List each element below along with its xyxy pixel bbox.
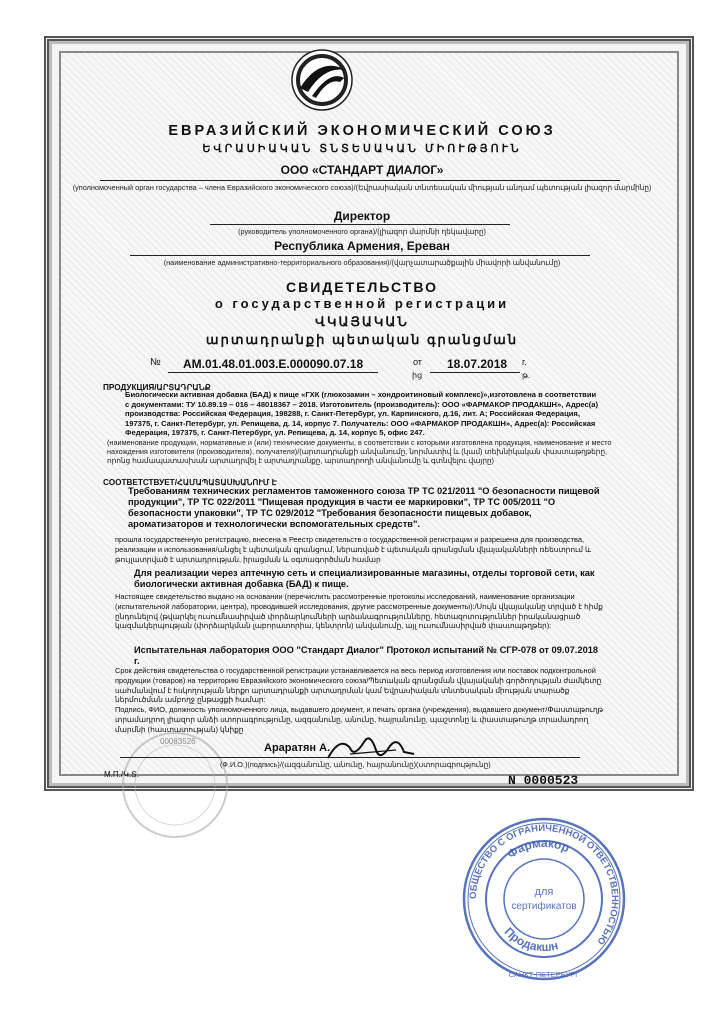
registration-text: прошла государственную регистрацию, внесена в Реестр свидетельств о государственной регистрации и разрешена для производства, реализации и использования/անցել է պետական գրանցում, ներառված է պետական գրանցման վկայականների ռեեստրում և թույլատրված է արտադրության, իրացման և օգտագործման համար <box>115 535 591 564</box>
signature-line <box>120 757 580 758</box>
signature-instructions: Подпись, ФИО, должность уполномоченного лица, выдавшего документ, и печать органа (учреждения), выдавшего документ/Փաստաթուղթ տրամադրող լիազոր անձի ստորագրությունը, ազգանունը, անունը, հայրանունը, պաշտոնը և փաստաթուղթ տրամադրող մարմնի (հաստատության) կնիքը <box>115 705 604 734</box>
validity-text: Срок действия свидетельства о государственной регистрации устанавливается на весь период изготовления или поставок подконтрольной продукции (товаров) на территорию Евразийского экономического союза/Պետական գրանցման վկայականի գործողության ժամկետը սահմանվում է հսկողության ներքո արտադրանքի արտադրման կամ Եվրասիական տնտեսական միության տարածք ներմուծման ամբողջ ընթացքի համար: <box>115 666 602 705</box>
year-label: г. <box>522 357 527 367</box>
certificate-subtitle: о государственной регистрации <box>214 296 510 311</box>
certificate-title: СВИДЕТЕЛЬСТВО <box>286 279 438 295</box>
usage-text: Для реализации через аптечную сеть и специализированные магазины, отделы торговой сети, как биологически активная добавка (БАД) к пище. <box>134 568 595 589</box>
seal-city: САНКТ-ПЕТЕРБУРГ <box>508 970 580 979</box>
authority-line <box>100 180 620 181</box>
faded-seal-icon <box>120 730 230 840</box>
certificate-subtitle-am: արտադրանքի պետական գրանցման <box>205 332 519 347</box>
number-label: № <box>150 357 161 368</box>
union-title-am: ԵՎՐԱՍԻԱԿԱՆ ՏՆՏԵՍԱԿԱՆ ՄԻՈՒԹՅՈՒՆ <box>202 143 522 155</box>
basis-value: Испытательная лаборатория ООО "Стандарт Диалог" Протокол испытаний № СГР-078 от 09.07.2018 г. <box>134 645 599 666</box>
seal-center-2: сертификатов <box>511 901 577 912</box>
number-line <box>168 372 378 373</box>
product-label: ПРОДУКЦИЯ/ԱՐՏԱԴՐԱՆՔ <box>103 383 211 392</box>
signature-caption: (Ф.И.О.)(подпись)/(ազգանունը, անունը, հայրանունը)(ստորագրությունը) <box>220 760 491 769</box>
year-label-am: թ. <box>522 371 531 380</box>
company-seal-icon <box>460 815 628 983</box>
from-label-am: ից <box>412 371 423 380</box>
product-text: Биологически активная добавка (БАД) к пище «ГХК (глюкозамин – хондроитиновый комплекс)»,изготовлена в соответствии с документами: ТУ 10.89.19 – 016 – 48018367 – 2018. Изготовитель (производитель): ООО «ФАРМАКОР ПРОДАКШН», Адрес(а) производства: Российская Федерация, 198288, г. Санкт-Петербург, ул. Карпинского, д.16, лит. А; Российская Федерация, 197375, г. Санкт-Петербург, ул. Репищева, д. 14, корпус 7. Получатель: ООО «ФАРМАКОР ПРОДАКШН», Адрес(а): Российская Федерация, 197375, г. Санкт-Петербург, ул. Репищева, д. 14, корпус 5, офис 247. <box>125 390 599 438</box>
signer-name: Араратян А. <box>264 742 331 754</box>
certificate-title-am: ՎԿԱՅԱԿԱՆ <box>315 314 409 329</box>
seal-brand-top: Фармакор <box>504 835 572 862</box>
faded-seal-number: 00083526 <box>160 737 196 746</box>
head-caption: (руководитель уполномоченного органа)/(լիազոր մարմնի ղեկավարը) <box>238 227 486 236</box>
authority-head: Директор <box>333 209 391 223</box>
authority-caption: (уполномоченный орган государства – члена Евразийского экономического союза)/(Եվրասիական տնտեսական միության անդամ պետության լիազոր մարմինը) <box>72 183 652 192</box>
serial-number: N 0000523 <box>508 773 579 788</box>
seal-center-1: для <box>534 886 554 898</box>
eaeu-logo-icon <box>290 48 354 112</box>
basis-text: Настоящее свидетельство выдано на основании (перечислить рассмотренные протоколы исследований, наименование организации (испытательной лаборатории, центра), проводившей исследования, другие рассмотренные документы):/Սույն վկայականը տրված է հիմք ընդունելով (թվարկել ուսումնասիրված փորձարկումների արձանագրությունները, հետազոտություններ իրականացրած կազմակերպության (փորձարկման լաբորատորիա, կենտրոն) անվանումը, այլ ուսումնասիրված փաստաթղթեր): <box>115 592 603 631</box>
svg-text:Продакшн <box>502 925 560 955</box>
registration-number: AM.01.48.01.003.E.000090.07.18 <box>183 357 364 371</box>
authority-location: Республика Армения, Ереван <box>274 239 450 253</box>
union-title-ru: ЕВРАЗИЙСКИЙ ЭКОНОМИЧЕСКИЙ СОЮЗ <box>168 123 556 139</box>
head-line <box>210 224 510 225</box>
location-caption: (наименование административно-территориального образования)/(վարչատարածքային միավորի անվանումը) <box>163 258 561 267</box>
authority-name: ООО «СТАНДАРТ ДИАЛОГ» <box>280 163 444 177</box>
seal-brand-bottom: Продакшн <box>501 924 560 955</box>
from-label: от <box>413 357 422 367</box>
registration-date: 18.07.2018 <box>447 357 508 371</box>
product-caption: (наименование продукции, нормативные и (или) технические документы, в соответствии с которыми изготовлена продукция, наименование и место нахождения изготовителя (производителя), получателя)/(արտադրանքի անվանումը, նորմատիվ և (կամ) տեխնիկական փաստաթղթերը, որոնց համապատասխան արտադրվել է արտադրանքը, արտադրողի անվանումը և գտնվելու վայրը) <box>107 438 612 466</box>
conformity-text: Требованиям технических регламентов таможенного союза ТР ТС 021/2011 "О безопасности пищевой продукции", ТР ТС 022/2011 "Пищевая продукция в части ее маркировки", ТР ТС 005/2011 "О безопасности упаковки", ТР ТС 029/2012 "Требования безопасности пищевых добавок, ароматизаторов и технологически вспомогательных средств". <box>128 486 600 529</box>
conformity-label: СООТВЕТСТВУЕТ/ՀԱՄԱՊԱՏԱՍԽԱՆՈՒՄ Է <box>103 478 277 487</box>
seal-outer-text: ОБЩЕСТВО С ОГРАНИЧЕННОЙ ОТВЕТСТВЕННОСТЬЮ <box>467 822 621 947</box>
stamp-place-label: М.П./Կ.Տ. <box>104 770 140 779</box>
location-line <box>130 255 590 256</box>
date-line <box>430 372 520 373</box>
